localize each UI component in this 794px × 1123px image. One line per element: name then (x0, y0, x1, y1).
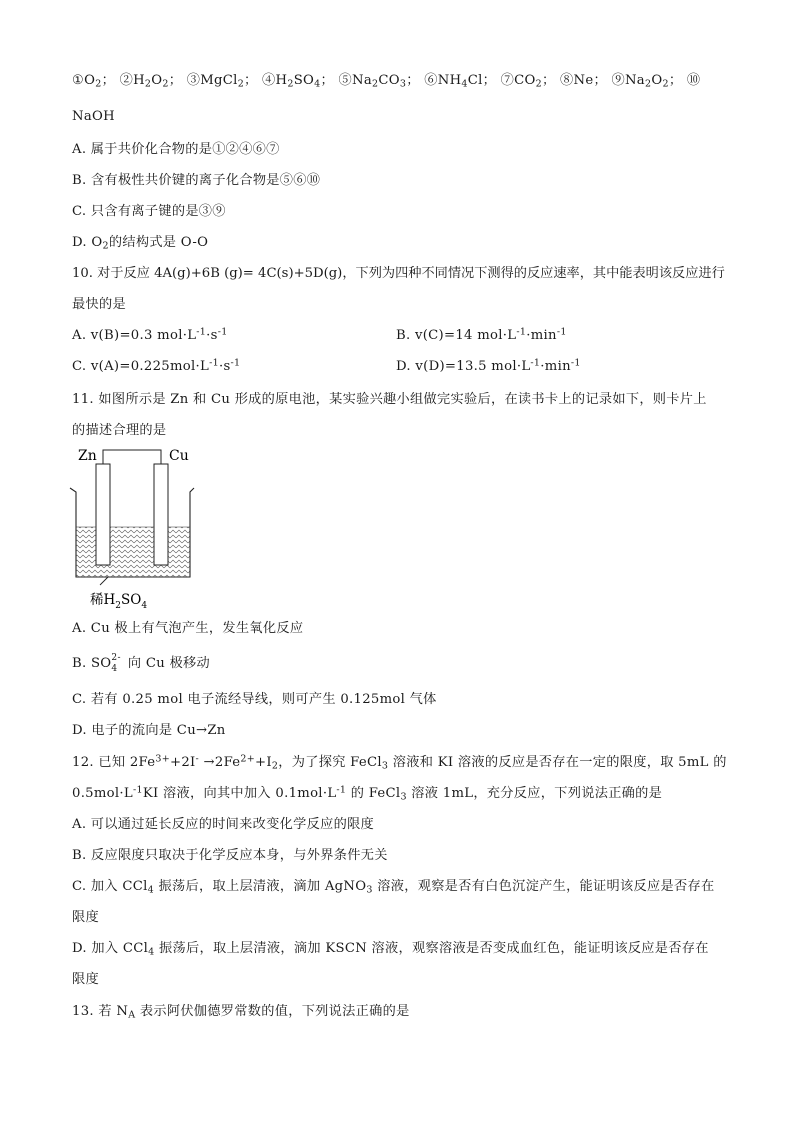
copper-electrode (154, 464, 168, 565)
cu-label: Cu (169, 448, 189, 464)
q12-stem: 12. 已知 $2Fe^{3+}+2I^- \to 2Fe^{2+}+I_2$，为了探究 FeCl$_3$ 溶液和 KI 溶液的反应是否存在一定的限度，取 5mL 的 (72, 753, 727, 772)
substance-4: ④H (262, 73, 288, 88)
q13-stem: 13. 若 $N_A$ 表示阿伏伽德罗常数的值，下列说法正确的是 (72, 1004, 410, 1021)
q9-option-d: D. $O_2$的结构式是 O-O (72, 235, 209, 252)
q11-stem-cont: 的描述合理的是 (72, 423, 167, 438)
substance-7: ⑦CO (500, 73, 536, 88)
label-pointer (100, 577, 108, 585)
q10-option-a: A. v(B)=0.3 $mol\cdot L^{-1}\cdot s^{-1}$ (72, 326, 228, 343)
substance-10: ⑩ (686, 73, 701, 88)
acid-label: 稀$H_2SO_4$ (90, 592, 148, 611)
substance-9: ⑨Na (611, 73, 645, 88)
q12-stem-cont: $0.5mol\cdot L^{-1}KI$ 溶液，向其中加入 $0.1mol\cdot L^{-1}$ 的 FeCl$_3$ 溶液 1mL，充分反应，下列说法正确的是 (72, 784, 663, 803)
q9-option-a: A. 属于共价化合物的是①②④⑥⑦ (72, 142, 280, 157)
q10-option-d: D. v(D)=13.5 $mol\cdot L^{-1}\cdot\min^{-1}$ (396, 357, 581, 374)
q11-option-c: C. 若有 0.25 mol 电子流经导线，则可产生 0.125mol 气体 (72, 692, 437, 707)
q12-option-b: B. 反应限度只取决于化学反应本身，与外界条件无关 (72, 848, 388, 863)
q11-option-d: D. 电子的流向是 Cu→Zn (72, 723, 226, 738)
q9-substance-list-cont: NaOH (72, 109, 115, 124)
q9-option-c: C. 只含有离子键的是③⑨ (72, 204, 226, 219)
q12-option-a: A. 可以通过延长反应的时间来改变化学反应的限度 (72, 817, 375, 832)
q10-stem-cont: 最快的是 (72, 297, 126, 312)
q12-option-d-cont: 限度 (72, 972, 99, 987)
q9-substance-list: $①O_2$； $②H_2O_2$； ③MgCl$_2$； $④H_2SO_4$； $⑤Na_2CO_3$； $⑥NH_4Cl$； $⑦CO_2$； ⑧Ne； $⑨Na_2O_2$； ⑩ (72, 73, 701, 90)
substance-5: ⑤Na (338, 73, 373, 88)
q10-stem: 10. 对于反应 4A(g)+6B (g)= 4C(s)+5D(g)，下列为四种不同情况下测得的反应速率，其中能表明该反应进行 (72, 266, 725, 281)
q10-options-row-2 (72, 357, 581, 376)
connecting-wire (103, 450, 161, 464)
substance-2: ②H (119, 73, 145, 88)
q10-option-b: B. v(C)=14 $mol\cdot L^{-1}\cdot\min^{-1}$ (396, 326, 567, 343)
q12-option-c: C. 加入 CCl$_4$ 振荡后，取上层清液，滴加 AgNO$_3$ 溶液，观察是否有白色沉淀产生，能证明该反应是否存在 (72, 879, 715, 896)
q11-stem: 11. 如图所示是 Zn 和 Cu 形成的原电池，某实验兴趣小组做完实验后，在读书卡上的记录如下，则卡片上 (72, 392, 707, 407)
substance-3: ③MgCl (186, 73, 238, 88)
galvanic-cell-figure (68, 444, 208, 614)
q10-options-row-1 (72, 326, 567, 345)
dilute-acid-solution (77, 527, 190, 577)
q9-option-b: B. 含有极性共价键的离子化合物是⑤⑥⑩ (72, 173, 321, 188)
q10-option-c: C. $v(A)=0.225mol\cdot L^{-1}\cdot s^{-1}$ (72, 357, 241, 374)
zinc-electrode (96, 464, 110, 565)
q11-option-b: B. SO 2- 4 向 Cu 极移动 (72, 653, 211, 674)
q12-option-d: D. 加入 CCl$_4$ 振荡后，取上层清液，滴加 KSCN 溶液，观察溶液是否变成血红色，能证明该反应是否存在 (72, 941, 709, 958)
substance-8: ⑧Ne (560, 73, 594, 88)
q12-option-c-cont: 限度 (72, 910, 99, 925)
substance-1: ①O (72, 73, 96, 88)
zn-label: Zn (78, 448, 97, 464)
substance-6: ⑥NH (424, 73, 462, 88)
q11-option-a: A. Cu 极上有气泡产生，发生氧化反应 (72, 621, 304, 636)
